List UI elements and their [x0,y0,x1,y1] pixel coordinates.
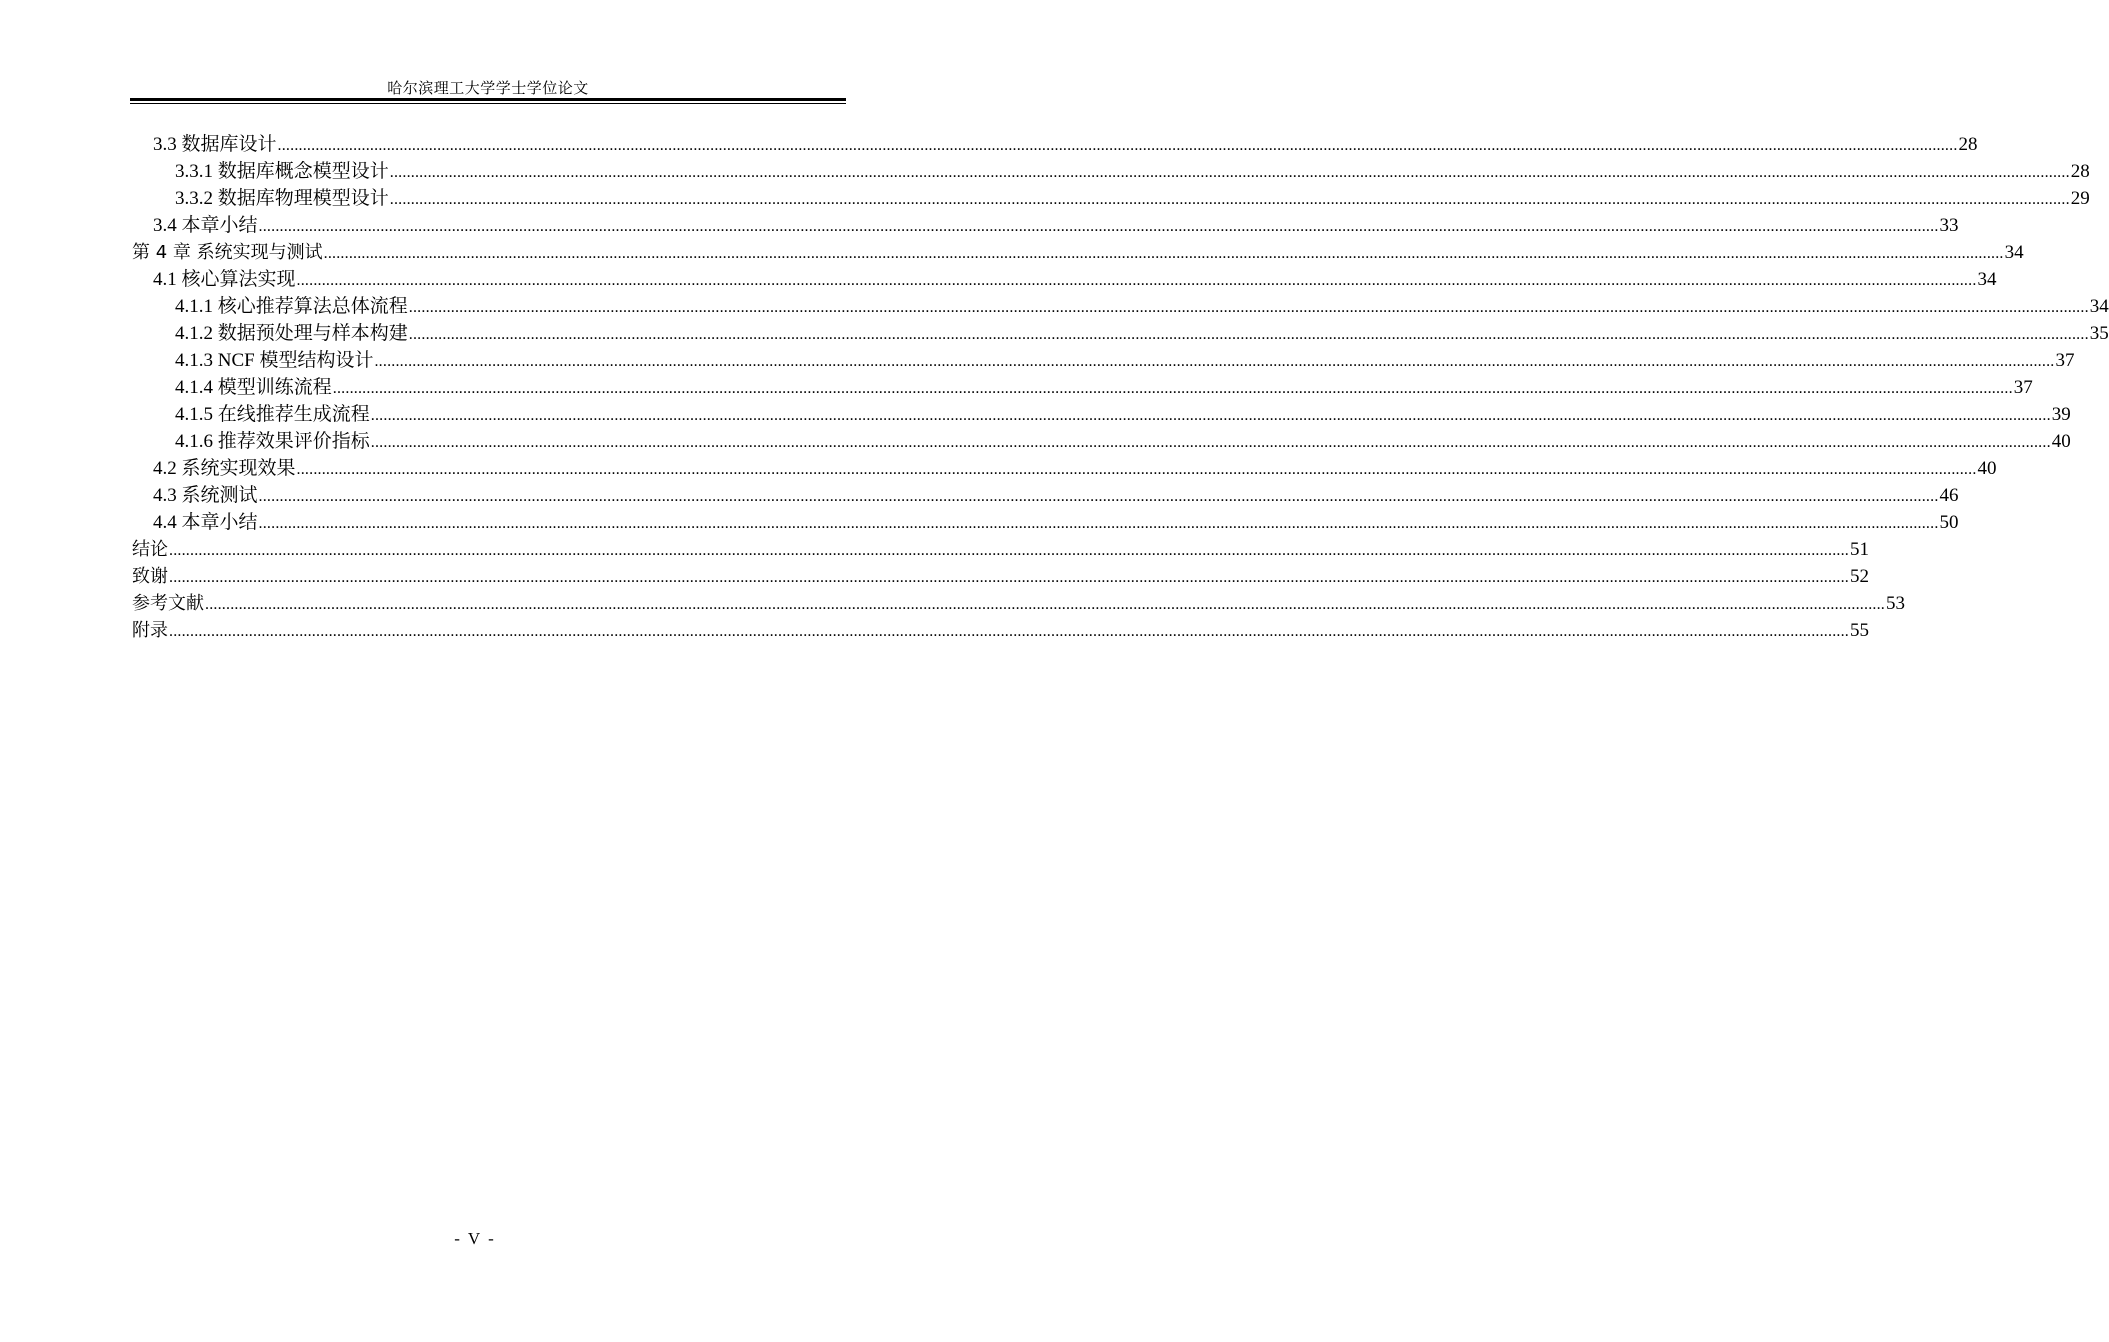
toc-entry[interactable] [132,401,2071,428]
toc-entry[interactable] [132,563,1869,590]
toc-dot-leader: ................................................................................................................................................................................................................................................................................................................................................................................................................ [205,596,1885,613]
header-rule-thick [130,98,846,101]
toc-entry-page: 37 [2055,350,2075,371]
toc-entry[interactable] [132,131,1978,158]
toc-entry-title: 4.1.2 数据预处理与样本构建 [175,323,408,344]
toc-entry-page: 55 [1850,620,1869,641]
toc-dot-leader: ................................................................................................................................................................................................................................................................................................................................................................................................................ [169,542,1849,559]
toc-entry[interactable] [132,185,2090,212]
toc-entry[interactable] [132,482,1959,509]
toc-entry-title: 4.1.6 推荐效果评价指标 [175,431,370,452]
toc-entry-page: 40 [2051,431,2071,452]
toc-entry-page: 46 [1939,485,1959,506]
toc-entry-title: 3.3.1 数据库概念模型设计 [175,161,389,182]
toc-dot-leader: ................................................................................................................................................................................................................................................................................................................................................................................................................ [408,326,2089,343]
toc-entry-title: 4.1.1 核心推荐算法总体流程 [175,296,408,317]
toc-dot-leader: ................................................................................................................................................................................................................................................................................................................................................................................................................ [296,272,1977,289]
toc-dot-leader: ................................................................................................................................................................................................................................................................................................................................................................................................................ [323,245,2004,262]
toc-entry-title: 4.1.4 模型训练流程 [175,377,332,398]
toc-dot-leader: ................................................................................................................................................................................................................................................................................................................................................................................................................ [277,137,1958,154]
toc-dot-leader: ................................................................................................................................................................................................................................................................................................................................................................................................................ [169,623,1849,640]
toc-dot-leader: ................................................................................................................................................................................................................................................................................................................................................................................................................ [296,461,1977,478]
toc-entry-page: 50 [1939,512,1959,533]
toc-entry-title: 4.4 本章小结 [153,512,258,533]
toc-entry[interactable] [132,536,1869,563]
toc-dot-leader: ................................................................................................................................................................................................................................................................................................................................................................................................................ [370,434,2051,451]
toc-entry[interactable] [132,212,1959,239]
toc-dot-leader: ................................................................................................................................................................................................................................................................................................................................................................................................................ [258,488,1939,505]
toc-entry-page: 35 [2089,323,2109,344]
toc-entry-page: 39 [2051,404,2071,425]
toc-entry[interactable] [132,428,2071,455]
toc-entry[interactable] [132,158,2090,185]
toc-dot-leader: ................................................................................................................................................................................................................................................................................................................................................................................................................ [389,191,2070,208]
toc-entry-page: 28 [1958,134,1978,155]
toc-entry[interactable] [132,347,2075,374]
running-header: 哈尔滨理工大学学士学位论文 [387,81,589,97]
toc-entry[interactable] [132,455,1997,482]
toc-entry-page: 34 [2004,242,2024,263]
toc-entry-page: 28 [2070,161,2090,182]
toc-entry-page: 40 [1977,458,1997,479]
toc-entry-page: 34 [1977,269,1997,290]
toc-entry-title: 参考文献 [132,593,204,614]
toc-entry[interactable] [132,617,1869,644]
table-of-contents [132,131,2109,644]
toc-entry-title: 4.1.3 NCF 模型结构设计 [175,350,374,371]
toc-entry-title: 结论 [132,539,168,560]
toc-entry[interactable] [132,374,2033,401]
toc-entry-title: 4.3 系统测试 [153,485,258,506]
toc-entry-title: 3.3.2 数据库物理模型设计 [175,188,389,209]
toc-entry-page: 53 [1886,593,1905,614]
toc-dot-leader: ................................................................................................................................................................................................................................................................................................................................................................................................................ [258,218,1939,235]
toc-dot-leader: ................................................................................................................................................................................................................................................................................................................................................................................................................ [258,515,1939,532]
toc-entry[interactable] [132,266,1997,293]
toc-entry-title: 4.1.5 在线推荐生成流程 [175,404,370,425]
toc-entry-title: 3.4 本章小结 [153,215,258,236]
page-number: - V - [454,1229,496,1248]
toc-entry-page: 51 [1850,539,1869,560]
toc-entry[interactable] [132,320,2109,347]
toc-entry-title: 3.3 数据库设计 [153,134,277,155]
toc-entry-page: 34 [2089,296,2109,317]
toc-entry-title: 第 4 章 系统实现与测试 [132,242,323,263]
toc-entry-page: 33 [1939,215,1959,236]
toc-entry-title: 致谢 [132,566,168,587]
toc-entry[interactable] [132,293,2109,320]
toc-dot-leader: ................................................................................................................................................................................................................................................................................................................................................................................................................ [408,299,2089,316]
toc-entry-page: 37 [2013,377,2033,398]
toc-dot-leader: ................................................................................................................................................................................................................................................................................................................................................................................................................ [370,407,2051,424]
toc-entry-title: 4.2 系统实现效果 [153,458,296,479]
toc-dot-leader: ................................................................................................................................................................................................................................................................................................................................................................................................................ [169,569,1849,586]
toc-dot-leader: ................................................................................................................................................................................................................................................................................................................................................................................................................ [374,353,2055,370]
toc-dot-leader: ................................................................................................................................................................................................................................................................................................................................................................................................................ [389,164,2070,181]
toc-dot-leader: ................................................................................................................................................................................................................................................................................................................................................................................................................ [332,380,2013,397]
toc-entry-title: 4.1 核心算法实现 [153,269,296,290]
toc-entry[interactable] [132,509,1959,536]
toc-entry[interactable] [132,239,2024,266]
toc-entry[interactable] [132,590,1905,617]
toc-entry-page: 29 [2070,188,2090,209]
toc-entry-page: 52 [1850,566,1869,587]
toc-entry-title: 附录 [132,620,168,641]
header-rule-thin [130,103,846,104]
